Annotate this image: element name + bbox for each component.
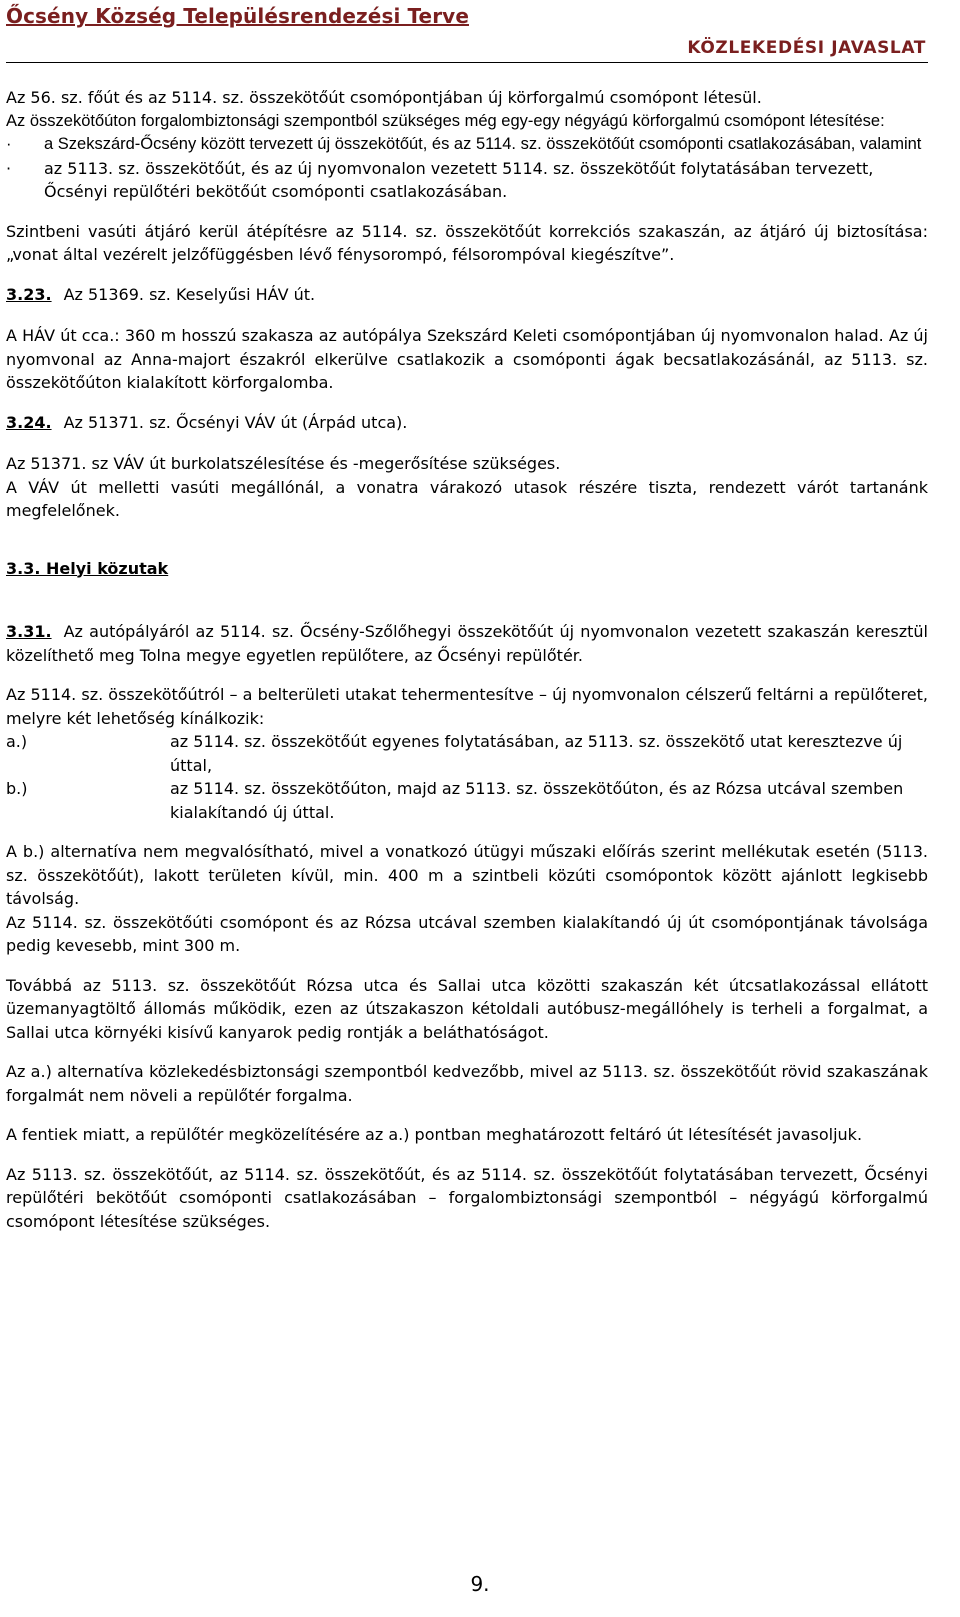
page-number: 9.	[470, 1572, 490, 1596]
header-divider	[6, 62, 928, 63]
paragraph: A HÁV út cca.: 360 m hosszú szakasza az autópálya Szekszárd Keleti csomópontjában új nyomvonalon halad. Az új nyomvonal az Anna-majort északról elkerülve csatlakozik a csomóponti ágak becsatlakozásánál, az 5113. sz. összekötőúton kialakított körforgalomba.	[6, 326, 928, 392]
list-item	[6, 157, 928, 204]
paragraph-text: Az autópályáról az 5114. sz. Őcsény-Szőlőhegyi összekötőút új nyomvonalon vezetett szakaszán keresztül közelíthető meg Tolna megye egyetlen repülőtere, az Őcsényi repülőtér.	[6, 622, 928, 665]
paragraph: Az 51371. sz VÁV út burkolatszélesítése és -megerősítése szükséges.	[6, 454, 561, 473]
list-item-label: a.)	[6, 732, 28, 751]
paragraph: A b.) alternatíva nem megvalósítható, mivel a vonatkozó útügyi műszaki előírás szerint mellékutak esetén (5113. sz. összekötőút), lakott területen kívül, min. 400 m a szintbeli közúti csomópontok között ajánlott legkisebb távolság.	[6, 842, 928, 908]
list-item-text: a Szekszárd-Őcsény között tervezett új összekötőút, és az 5114. sz. összekötőút csomóponti csatlakozásában, valamint	[44, 135, 922, 153]
list-item	[6, 777, 928, 824]
section-heading	[6, 411, 928, 435]
bullet-marker: ·	[6, 135, 12, 153]
list-item-text: az 5114. sz. összekötőút egyenes folytatásában, az 5113. sz. összekötő utat keresztezve új úttal,	[170, 732, 903, 775]
bullet-marker: ·	[6, 158, 12, 178]
paragraph	[6, 620, 928, 667]
section-number: 3.24.	[6, 412, 52, 432]
paragraph: Az a.) alternatíva közlekedésbiztonsági szempontból kedvezőbb, mivel az 5113. sz. összekötőút rövid szakaszának forgalmát nem növeli a repülőtér forgalma.	[6, 1062, 928, 1105]
paragraph: A fentiek miatt, a repülőtér megközelítésére az a.) pontban meghatározott feltáró út létesítését javasoljuk.	[6, 1125, 863, 1144]
section-heading: 3.3. Helyi közutak	[6, 558, 169, 578]
section-heading	[6, 283, 928, 307]
paragraph: Szintbeni vasúti átjáró kerül átépítésre az 5114. sz. összekötőút korrekciós szakaszán, az átjáró új biztosítása: „vonat által vezérelt jelzőfüggésben lévő fénysorompó, félsorompóval kiegészítve”.	[6, 221, 928, 264]
list-item	[6, 730, 928, 777]
section-title: Az 51369. sz. Keselyűsi HÁV út.	[63, 284, 316, 304]
paragraph: Az 5114. sz. összekötőútról – a belterületi utakat tehermentesítve – új nyomvonalon célszerű feltárni a repülőteret, melyre két lehetőség kínálkozik:	[6, 685, 928, 728]
list-item-text: az 5114. sz. összekötőúton, majd az 5113. sz. összekötőúton, és az Rózsa utcával szemben kialakítandó új úttal.	[170, 779, 904, 822]
document-title: Őcsény Község Településrendezési Terve	[6, 4, 469, 28]
list-item-text: az 5113. sz. összekötőút, és az új nyomvonalon vezetett 5114. sz. összekötőút folytatásában tervezett, Őcsényi repülőtéri bekötőút csomóponti csatlakozásában.	[44, 158, 874, 201]
document-body	[6, 86, 928, 1249]
section-number: 3.23.	[6, 284, 52, 304]
paragraph: Az 5113. sz. összekötőút, az 5114. sz. összekötőút, és az 5114. sz. összekötőút folytatásában tervezett, Őcsényi repülőtéri bekötőút csomóponti csatlakozásában – forgalombiztonsági szempontból – négyágú körforgalmú csomópont létesítése szükséges.	[6, 1164, 928, 1231]
paragraph: A VÁV út melletti vasúti megállónál, a vonatra várakozó utasok részére tiszta, rendezett várót tartanánk megfelelőnek.	[6, 477, 928, 520]
list-item-label: b.)	[6, 779, 28, 798]
paragraph: Az 5114. sz. összekötőúti csomópont és az Rózsa utcával szemben kialakítandó új út csomópontjának távolsága pedig kevesebb, mint 300 m.	[6, 912, 928, 955]
section-number: 3.31.	[6, 622, 52, 641]
paragraph: Az 56. sz. főút és az 5114. sz. összekötőút csomópontjában új körforgalmú csomópont létesül.	[6, 88, 762, 107]
chapter-title: KÖZLEKEDÉSI JAVASLAT	[687, 38, 926, 58]
paragraph: Továbbá az 5113. sz. összekötőút Rózsa utca és Sallai utca közötti szakaszán két útcsatlakozással ellátott üzemanyagtöltő állomás működik, ezen az útszakaszon kétoldali autóbusz-megállóhely is terheli a forgalmat, a Sallai utca környéki kisívű kanyarok pedig rontják a beláthatóságot.	[6, 975, 928, 1042]
section-title: Az 51371. sz. Őcsényi VÁV út (Árpád utca).	[63, 412, 408, 432]
paragraph: Az összekötőúton forgalombiztonsági szempontból szükséges még egy-egy négyágú körforgalmú csomópont létesítése:	[6, 111, 885, 130]
list-item	[6, 133, 928, 157]
